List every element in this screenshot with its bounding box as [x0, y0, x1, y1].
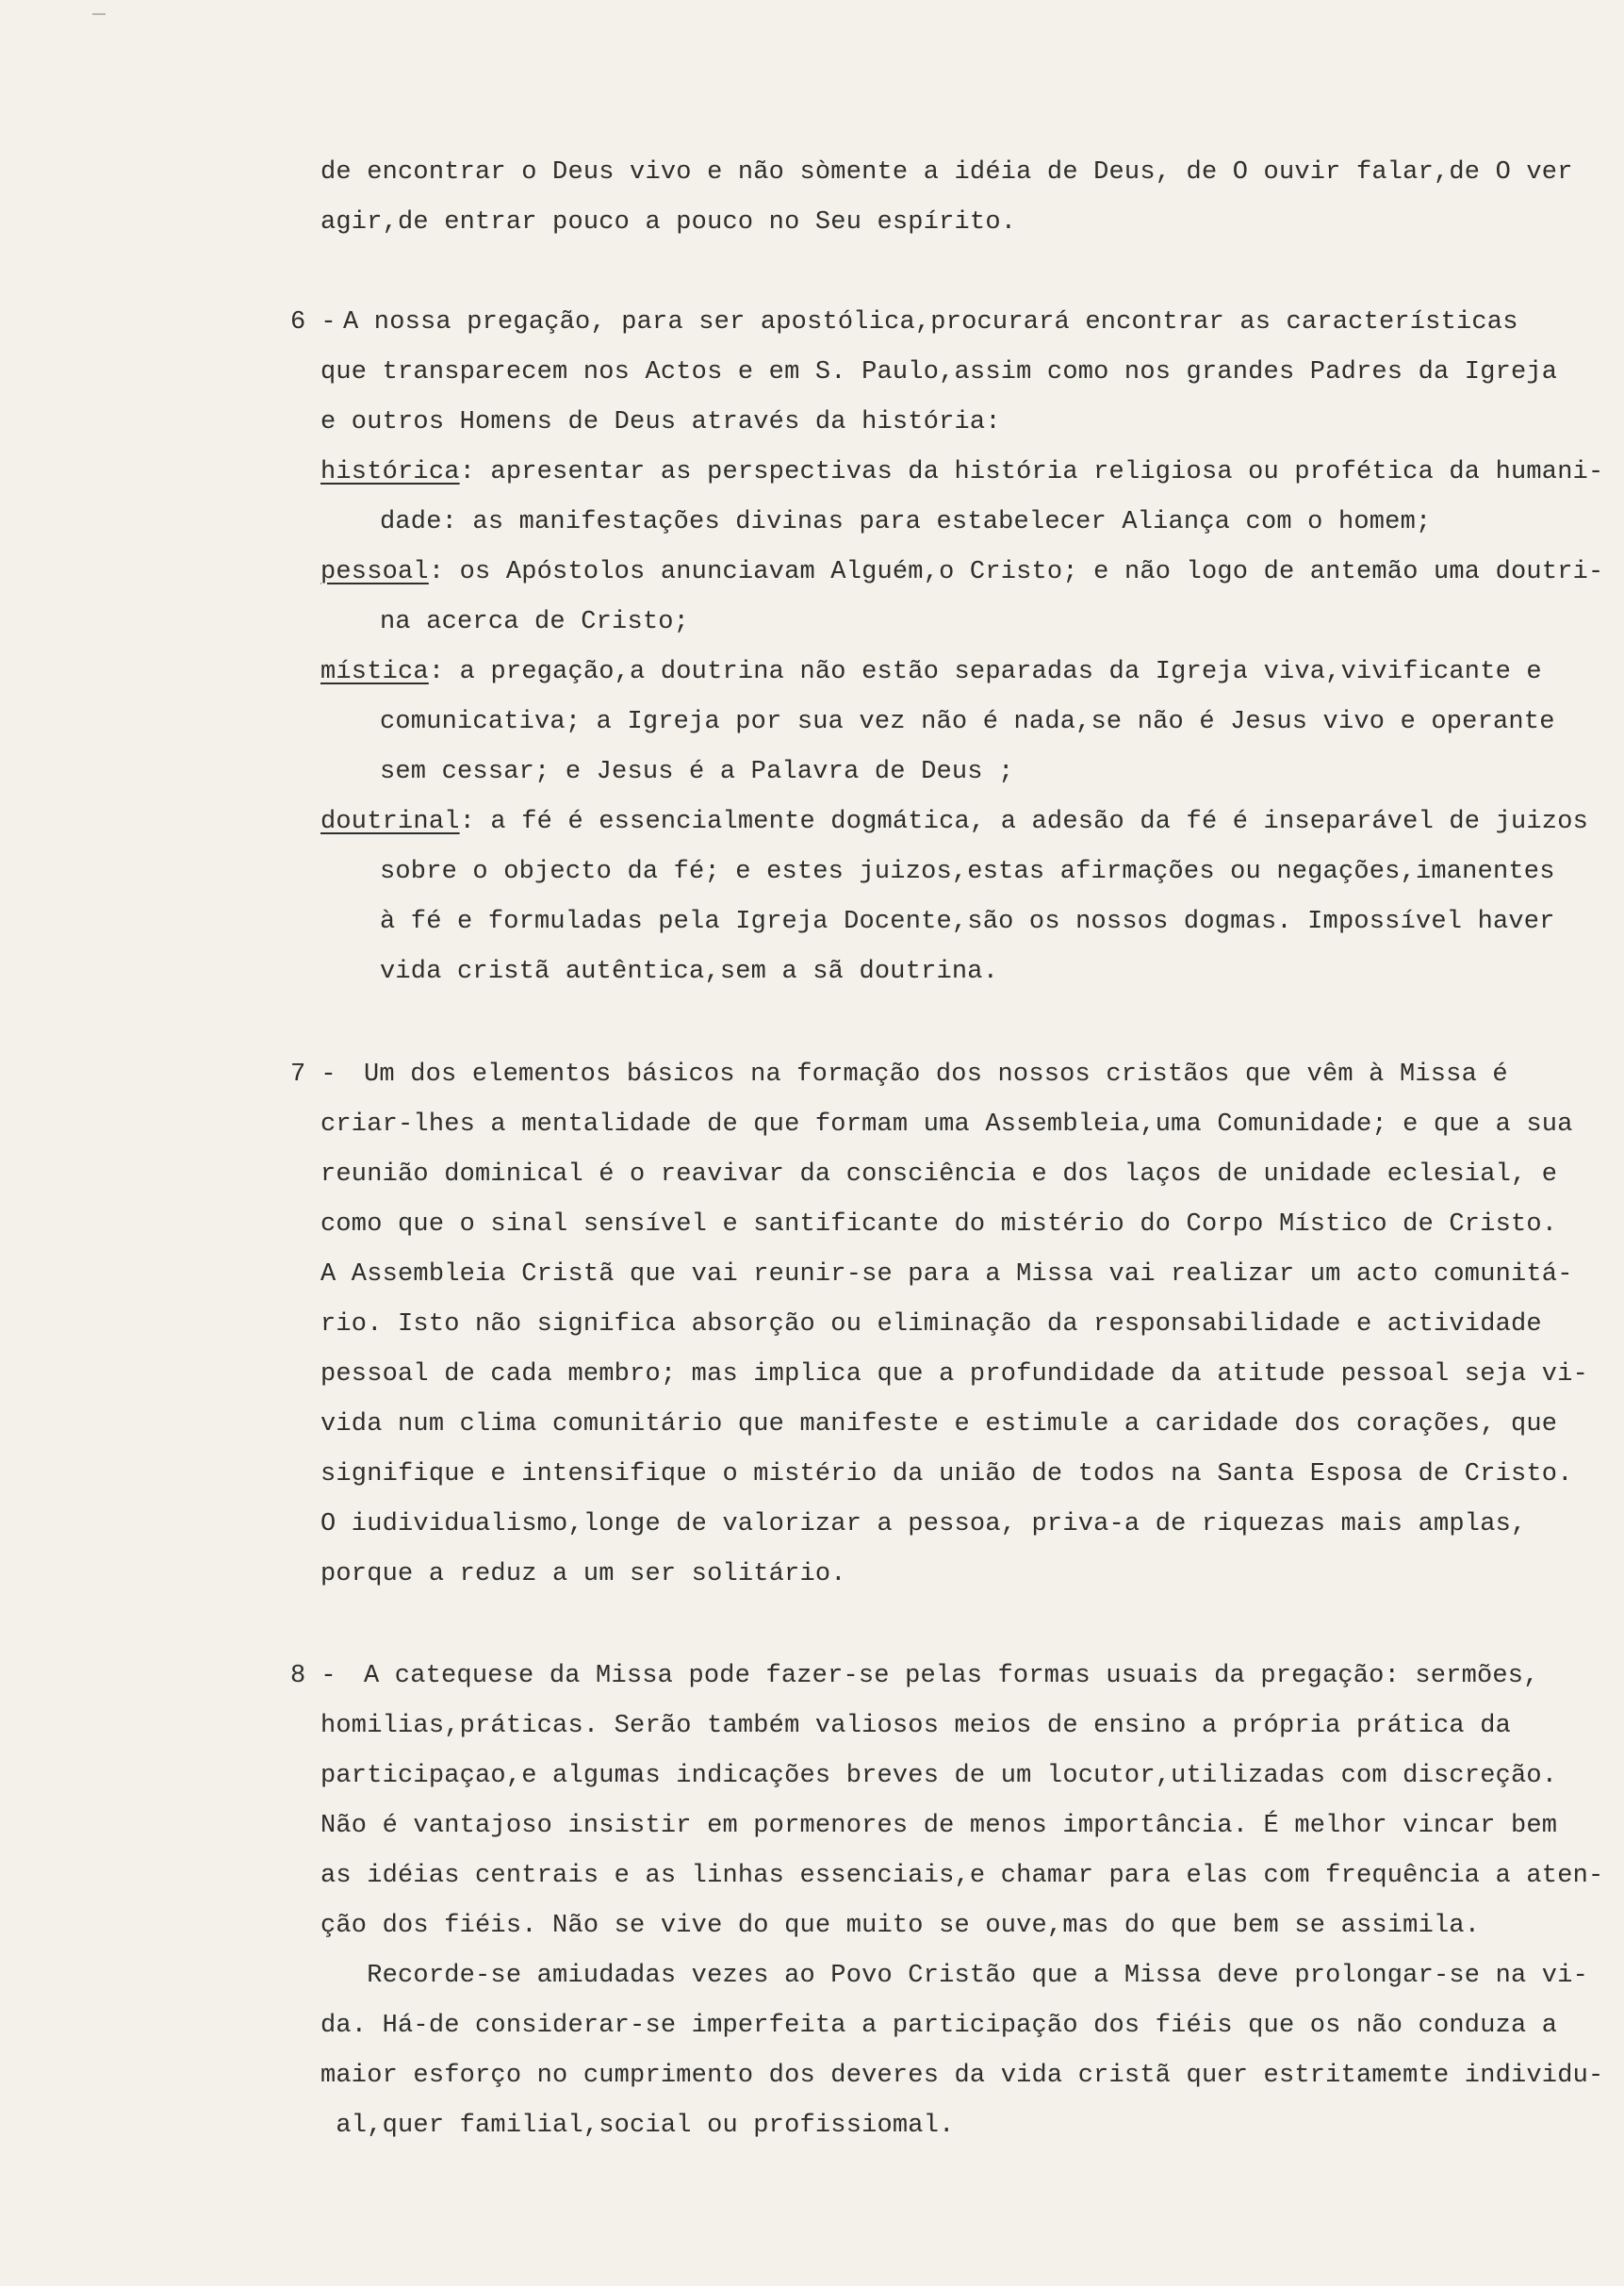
doutrinal-continuation-3: vida cristã autêntica,sem a sã doutrina.: [380, 958, 999, 986]
doutrinal-text: : a fé é essencialmente dogmática, a adesão da fé é inseparável de juizos: [459, 808, 1589, 836]
section-6-line-2: que transparecem nos Actos e em S. Paulo,assim como nos grandes Padres da Igreja: [320, 358, 1558, 386]
section-6-line-1: A nossa pregação, para ser apostólica,procurará encontrar as características: [343, 308, 1518, 337]
section-7-line-10: O iudividualismo,longe de valorizar a pessoa, priva-a de riquezas mais amplas,: [320, 1510, 1527, 1538]
page-edge-mark: [92, 13, 106, 15]
mistica-continuation-2: sem cessar; e Jesus é a Palavra de Deus ;: [380, 758, 1014, 786]
historica-item: [320, 458, 1603, 486]
section-8-line-5: as idéias centrais e as linhas essenciais,e chamar para elas com frequência a aten-: [320, 1862, 1604, 1890]
doutrinal-term: doutrinal: [320, 808, 460, 836]
mistica-item: [320, 658, 1542, 686]
section-7-line-9: signifique e intensifique o mistério da união de todos na Santa Esposa de Cristo.: [320, 1460, 1573, 1488]
section-7-line-7: pessoal de cada membro; mas implica que a profundidade da atitude pessoal seja vi-: [320, 1360, 1589, 1389]
section-8-line-6: ção dos fiéis. Não se vive do que muito se ouve,mas do que bem se assimila.: [320, 1912, 1481, 1940]
section-8-number: 8 -: [290, 1662, 336, 1690]
intro-line-2: agir,de entrar pouco a pouco no Seu espírito.: [320, 208, 1017, 237]
doutrinal-item: [320, 808, 1588, 836]
section-8-line-4: Não é vantajoso insistir em pormenores de menos importância. É melhor vincar bem: [320, 1812, 1558, 1840]
section-7-line-2: criar-lhes a mentalidade de que formam uma Assembleia,uma Comunidade; e que a sua: [320, 1110, 1573, 1139]
section-8-line-9: maior esforço no cumprimento dos deveres da vida cristã quer estritamemte individu-: [320, 2062, 1604, 2090]
section-7-line-3: reunião dominical é o reavivar da consciência e dos laços de unidade eclesial, e: [320, 1160, 1558, 1189]
pessoal-term: pessoal: [320, 558, 429, 586]
section-6-number: 6 -: [290, 308, 336, 337]
doutrinal-continuation-1: sobre o objecto da fé; e estes juizos,estas afirmações ou negações,imanentes: [380, 858, 1555, 886]
section-7-number: 7 -: [290, 1061, 336, 1089]
doutrinal-continuation-2: à fé e formuladas pela Igreja Docente,são os nossos dogmas. Impossível haver: [380, 908, 1555, 936]
section-8-line-3: participaçao,e algumas indicações breves de um locutor,utilizadas com discreção.: [320, 1762, 1558, 1790]
section-8-line-10: al,quer familial,social ou profissiomal.: [320, 2112, 955, 2140]
section-6-line-3: e outros Homens de Deus através da história:: [320, 408, 1001, 436]
section-8-line-2: homilias,práticas. Serão também valiosos meios de ensino a própria prática da: [320, 1712, 1512, 1740]
section-8-line-1: A catequese da Missa pode fazer-se pelas formas usuais da pregação: sermões,: [364, 1662, 1539, 1690]
historica-continuation: dade: as manifestações divinas para estabelecer Aliança com o homem;: [380, 508, 1432, 536]
intro-line-1: de encontrar o Deus vivo e não sòmente a idéia de Deus, de O ouvir falar,de O ver: [320, 158, 1573, 187]
section-7-line-6: rio. Isto não significa absorção ou eliminação da responsabilidade e actividade: [320, 1310, 1542, 1339]
historica-text: : apresentar as perspectivas da história religiosa ou profética da humani-: [459, 458, 1604, 486]
mistica-text: : a pregação,a doutrina não estão separadas da Igreja viva,vivificante e: [428, 658, 1542, 686]
pessoal-text: : os Apóstolos anunciavam Alguém,o Cristo; e não logo de antemão uma doutri-: [428, 558, 1604, 586]
pessoal-continuation: na acerca de Cristo;: [380, 608, 690, 636]
mistica-continuation-1: comunicativa; a Igreja por sua vez não é nada,se não é Jesus vivo e operante: [380, 708, 1555, 736]
section-7-line-1: Um dos elementos básicos na formação dos nossos cristãos que vêm à Missa é: [364, 1061, 1508, 1089]
historica-term: histórica: [320, 458, 460, 486]
section-7-line-4: como que o sinal sensível e santificante do mistério do Corpo Místico de Cristo.: [320, 1210, 1558, 1239]
pessoal-item: [320, 558, 1603, 586]
section-8-line-7: Recorde-se amiudadas vezes ao Povo Cristão que a Missa deve prolongar-se na vi-: [320, 1962, 1589, 1990]
section-7-line-5: A Assembleia Cristã que vai reunir-se para a Missa vai realizar um acto comunitá-: [320, 1260, 1573, 1289]
mistica-term: mística: [320, 658, 429, 686]
section-7-line-11: porque a reduz a um ser solitário.: [320, 1560, 846, 1588]
section-7-line-8: vida num clima comunitário que manifeste e estimule a caridade dos corações, que: [320, 1410, 1558, 1439]
section-8-line-8: da. Há-de considerar-se imperfeita a participação dos fiéis que os não conduza a: [320, 2012, 1558, 2040]
